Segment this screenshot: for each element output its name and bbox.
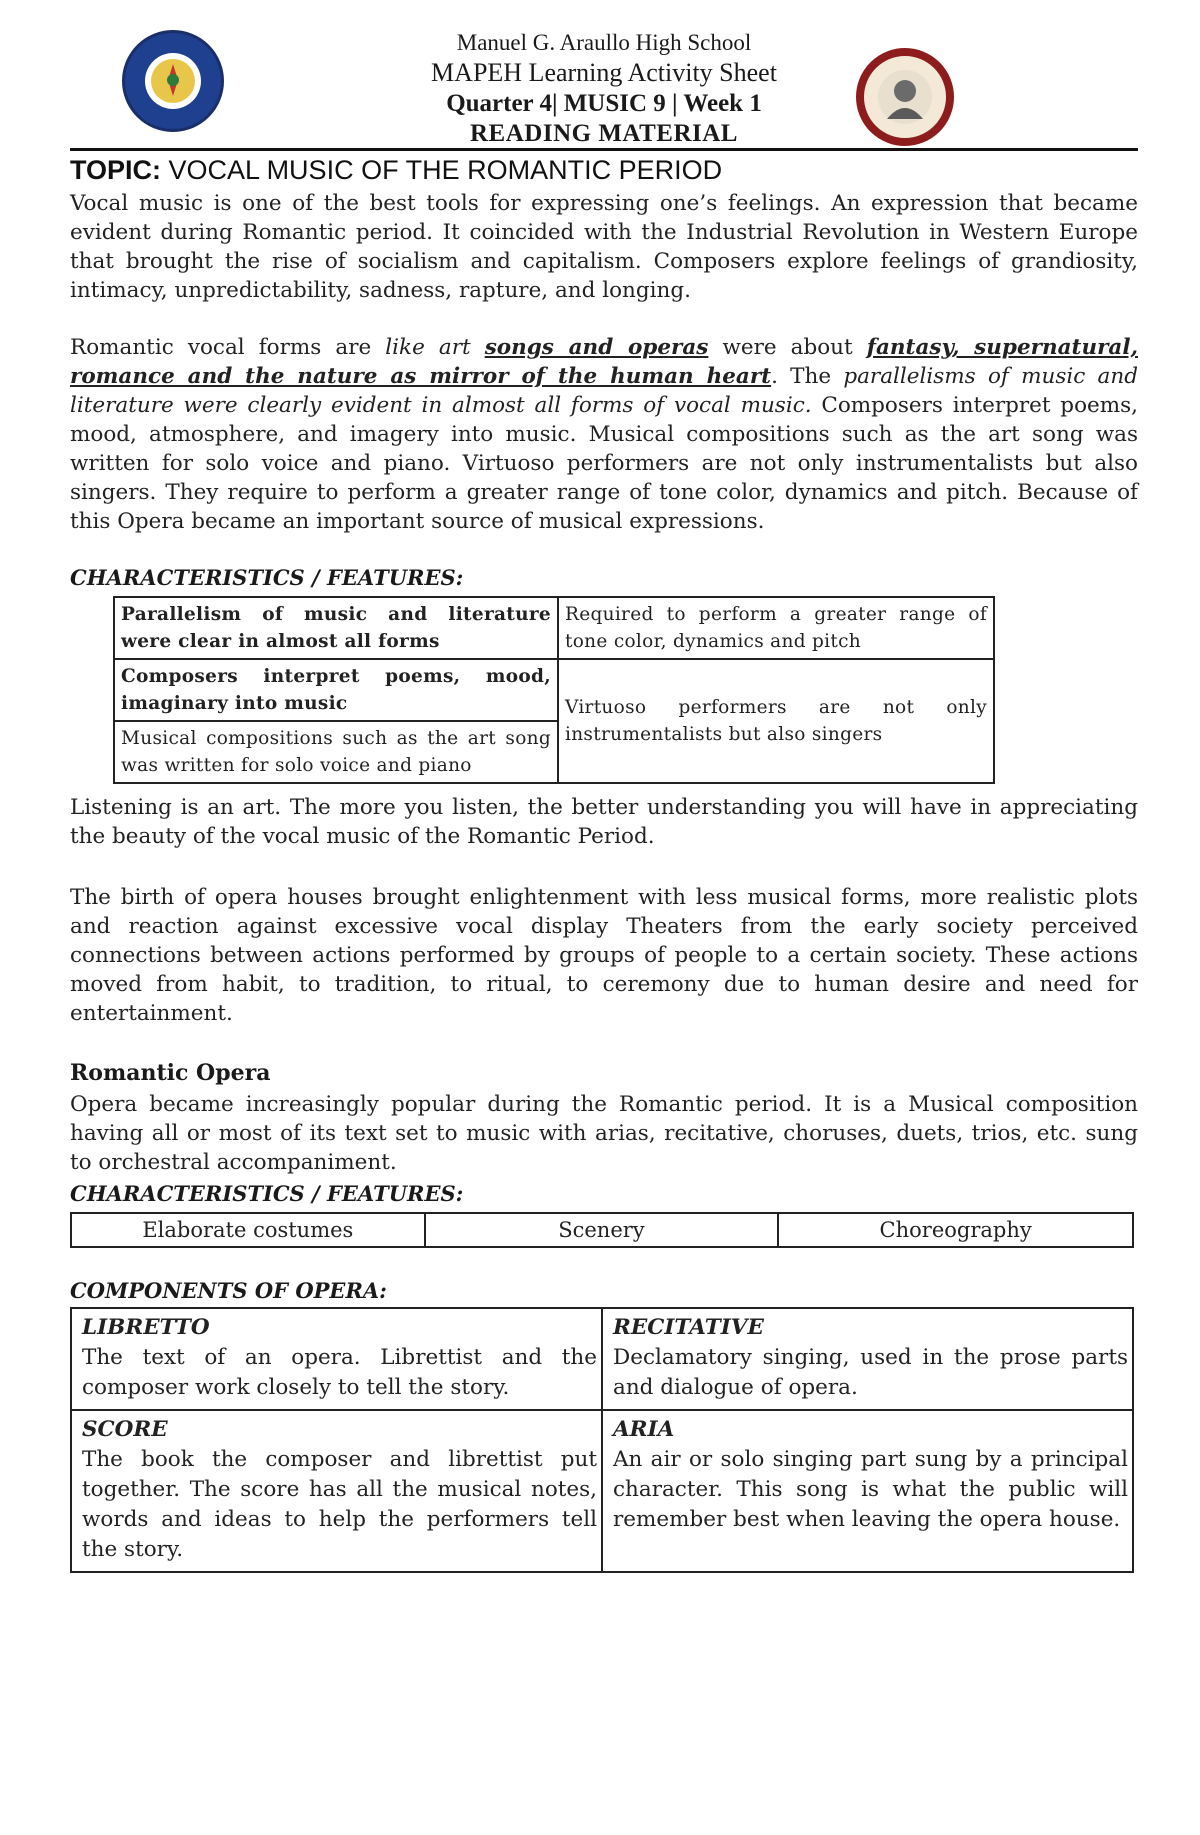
- topic-text: VOCAL MUSIC OF THE ROMANTIC PERIOD: [168, 155, 723, 185]
- component-text: The book the composer and librettist put together. The score has all the musical notes, words and ideas to help the performers tell the story.: [82, 1447, 597, 1562]
- p2-text-d: were about: [708, 335, 867, 360]
- feature-cell: Musical compositions such as the art song was written for solo voice and piano: [114, 721, 558, 783]
- material-label: READING MATERIAL: [470, 120, 738, 147]
- component-title: SCORE: [82, 1417, 168, 1442]
- component-text: Declamatory singing, used in the prose parts and dialogue of opera.: [613, 1345, 1128, 1400]
- component-cell: [602, 1410, 1133, 1572]
- p2-emphasis-fantasy: fantasy, supernatural, romance and the nature as mirror of the human heart: [70, 335, 1138, 389]
- opera-feature-cell: Scenery: [425, 1213, 779, 1247]
- vocal-forms-paragraph: [70, 333, 1138, 536]
- p2-parallelism: parallelisms of music and literature were clearly evident in almost all forms of vocal music.: [70, 364, 1138, 418]
- characteristics-heading-2: CHARACTERISTICS / FEATURES:: [70, 1181, 464, 1206]
- feature-cell: Composers interpret poems, mood, imaginary into music: [114, 659, 558, 721]
- component-title: ARIA: [613, 1417, 675, 1442]
- opera-houses-paragraph: The birth of opera houses brought enlightenment with less musical forms, more realistic plots and reaction against excessive vocal display Theaters from the early society perceived connections between actions performed by groups of people to a certain society. These actions moved from habit, to tradition, to ritual, to ceremony due to human desire and need for entertainment.: [70, 885, 1138, 1026]
- topic-label: TOPIC:: [70, 155, 162, 185]
- components-table: [70, 1307, 1134, 1573]
- feature-cell: Required to perform a greater range of tone color, dynamics and pitch: [558, 597, 994, 659]
- components-heading: COMPONENTS OF OPERA:: [70, 1278, 387, 1303]
- p2-text-f: . The: [771, 364, 844, 389]
- opera-features-table: [70, 1212, 1134, 1248]
- header-divider: [70, 148, 1138, 151]
- school-name: Manuel G. Araullo High School: [456, 30, 752, 55]
- romantic-opera-paragraph: Opera became increasingly popular during the Romantic period. It is a Musical composition having all or most of its text set to music with arias, recitative, choruses, duets, trios, etc. sung to orchestral accompaniment.: [70, 1092, 1138, 1175]
- component-text: An air or solo singing part sung by a principal character. This song is what the public will remember best when leaving the opera house.: [613, 1447, 1128, 1532]
- opera-feature-cell: Elaborate costumes: [71, 1213, 425, 1247]
- p2-text-b: like art: [385, 335, 485, 360]
- feature-cell: Virtuoso performers are not only instrumentalists but also singers: [558, 659, 994, 783]
- listening-paragraph: Listening is an art. The more you listen, the better understanding you will have in appreciating the beauty of the vocal music of the Romantic Period.: [70, 795, 1138, 849]
- sheet-title: MAPEH Learning Activity Sheet: [431, 58, 777, 87]
- romantic-opera-heading: Romantic Opera: [70, 1060, 271, 1086]
- p2-text-a: Romantic vocal forms are: [70, 335, 386, 360]
- p2-text-h: Composers interpret poems, mood, atmosphere, and imagery into music. Musical compositions such as the art song was written for solo voice and piano. Virtuoso performers are not only instrumentalists but also singers. They require to perform a greater range of tone color, dynamics and pitch. Because of this Opera became an important source of musical expressions.: [70, 393, 1138, 534]
- component-title: LIBRETTO: [82, 1315, 210, 1340]
- reading-material-page: [70, 0, 1138, 1562]
- component-cell: [602, 1308, 1133, 1410]
- characteristics-heading-1: CHARACTERISTICS / FEATURES:: [70, 565, 464, 590]
- topic-heading: [70, 154, 722, 186]
- component-text: The text of an opera. Librettist and the composer work closely to tell the story.: [82, 1345, 597, 1400]
- header-text: [70, 28, 1138, 149]
- quarter-line: Quarter 4| MUSIC 9 | Week 1: [446, 90, 762, 117]
- component-cell: [71, 1308, 602, 1410]
- feature-cell: Parallelism of music and literature were clear in almost all forms: [114, 597, 558, 659]
- opera-feature-cell: Choreography: [778, 1213, 1133, 1247]
- intro-paragraph: Vocal music is one of the best tools for expressing one’s feelings. An expression that became evident during Romantic period. It coincided with the Industrial Revolution in Western Europe that brought the rise of socialism and capitalism. Composers explore feelings of grandiosity, intimacy, unpredictability, sadness, rapture, and longing.: [70, 191, 1138, 303]
- characteristics-table: [113, 596, 995, 784]
- component-cell: [71, 1410, 602, 1572]
- document-header: [70, 0, 1138, 152]
- component-title: RECITATIVE: [613, 1315, 764, 1340]
- p2-emphasis-songs: songs and operas: [484, 335, 709, 360]
